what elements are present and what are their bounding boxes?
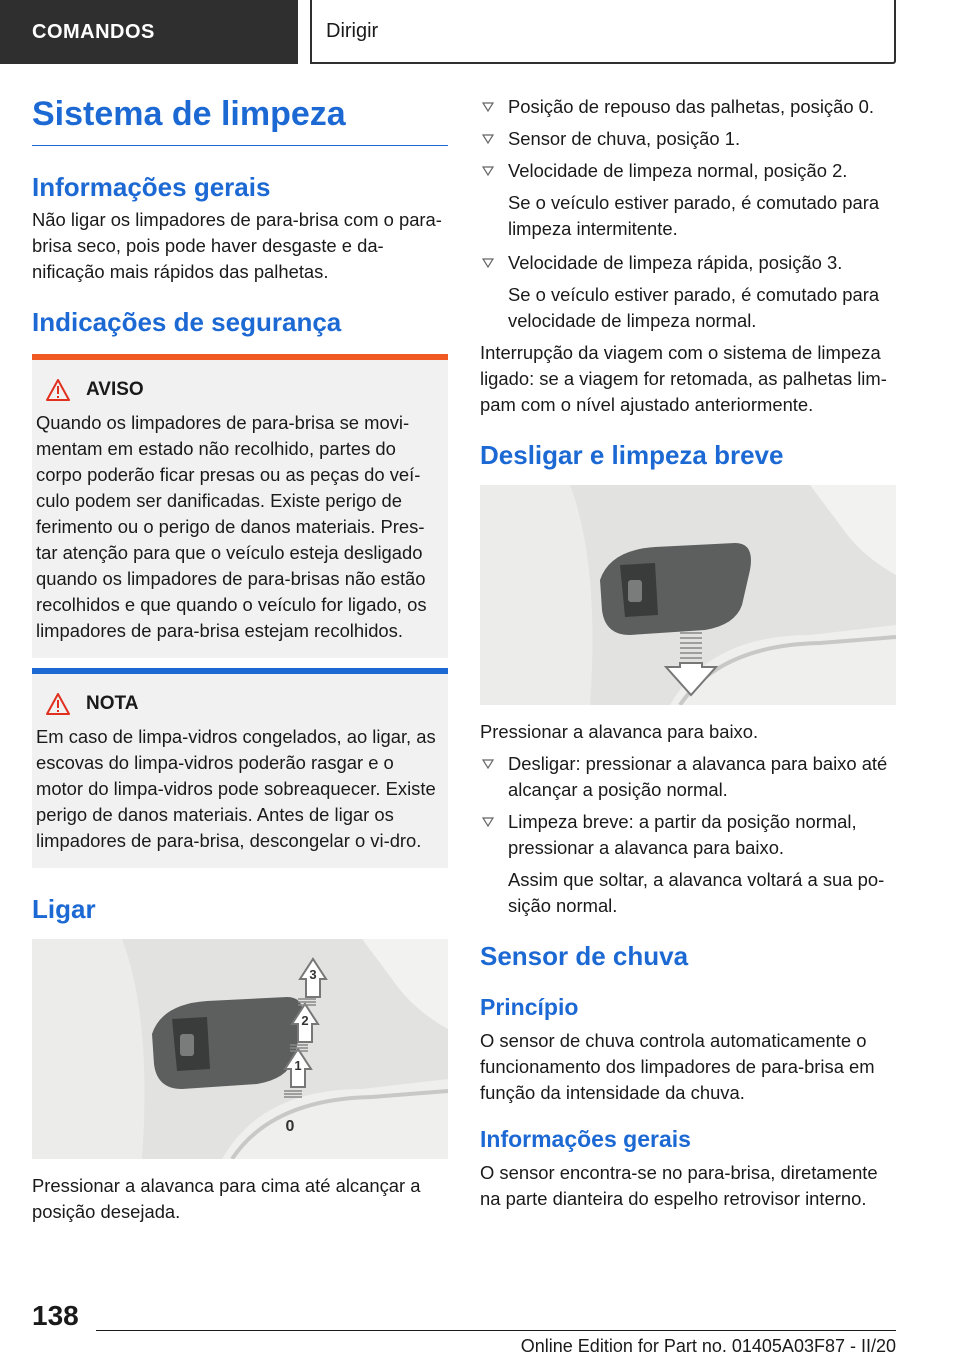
lever-up-figure bbox=[32, 939, 448, 1159]
principio-text: O sensor de chuva controla automaticamente o funcionamento dos limpadores de para-brisa em função da intensidade da chuva. bbox=[480, 1029, 875, 1103]
warning-triangle-icon bbox=[46, 379, 70, 401]
lever-up-illustration bbox=[32, 939, 448, 1159]
info-heading: Informações gerais bbox=[32, 171, 271, 202]
note-title: NOTA bbox=[86, 693, 139, 715]
triangle-bullet-icon bbox=[482, 166, 494, 176]
list-item: Desligar: pressionar a alavanca para baixo até alcançar a posição normal. bbox=[480, 751, 896, 803]
lever-down-illustration bbox=[480, 485, 896, 705]
list-item: Velocidade de limpeza normal, posição 2. bbox=[480, 158, 896, 184]
footer-divider bbox=[96, 1330, 896, 1331]
list-item: Posição de repouso das palhetas, posição 0. bbox=[480, 94, 896, 120]
ligar-text: Pressionar a alavanca para cima até alcançar a posição desejada. bbox=[32, 1175, 421, 1223]
info2-text: O sensor encontra-se no para-brisa, diretamente na parte dianteira do espelho retrovisor interno. bbox=[480, 1161, 878, 1209]
triangle-bullet-icon bbox=[482, 102, 494, 112]
fig-label-2: 2 bbox=[301, 1013, 309, 1029]
list-item: Sensor de chuva, posição 1. bbox=[480, 126, 896, 152]
warning-box bbox=[32, 354, 448, 658]
interrupt-text: Interrupção da viagem com o sistema de limpeza ligado: se a viagem for retomada, as palhetas lim-pam com o nível ajustado anteriormente. bbox=[480, 342, 887, 415]
safety-heading: Indicações de segurança bbox=[32, 306, 342, 337]
right-column bbox=[480, 94, 896, 1212]
page-number: 138 bbox=[32, 1300, 79, 1331]
page-title: Sistema de limpeza bbox=[32, 94, 448, 146]
chapter-tab: Dirigir bbox=[310, 0, 896, 64]
ligar-heading: Ligar bbox=[32, 894, 96, 925]
fig-label-3: 3 bbox=[309, 967, 317, 983]
warning-title-row bbox=[46, 376, 444, 404]
principio-heading: Princípio bbox=[480, 994, 579, 1021]
triangle-bullet-icon bbox=[482, 134, 494, 144]
left-column bbox=[32, 94, 448, 1225]
fig-label-1: 1 bbox=[294, 1058, 302, 1074]
desligar-list bbox=[480, 751, 896, 861]
list-item: Limpeza breve: a partir da posição normal, pressionar a alavanca para baixo. bbox=[480, 809, 896, 861]
list-item: Velocidade de limpeza rápida, posição 3. bbox=[480, 250, 896, 276]
triangle-bullet-icon bbox=[482, 817, 494, 827]
desligar-note: Assim que soltar, a alavanca voltará a sua po-sição normal. bbox=[508, 869, 885, 917]
desligar-text: Pressionar a alavanca para baixo. bbox=[480, 721, 759, 743]
info-text: Não ligar os limpadores de para-brisa com o para-brisa seco, pois pode haver desgaste e da-nificação mais rápidos das palhetas. bbox=[32, 208, 442, 282]
triangle-bullet-icon bbox=[482, 759, 494, 769]
desligar-heading: Desligar e limpeza breve bbox=[480, 440, 784, 470]
section-tab: COMANDOS bbox=[0, 0, 298, 64]
position-3-note: Se o veículo estiver parado, é comutado para velocidade de limpeza normal. bbox=[508, 284, 880, 331]
note-title-row bbox=[46, 690, 444, 718]
triangle-bullet-icon bbox=[482, 258, 494, 268]
info2-heading: Informações gerais bbox=[480, 1125, 691, 1152]
warning-triangle-icon bbox=[46, 693, 70, 715]
fig-label-0: 0 bbox=[285, 1118, 295, 1136]
sensor-heading: Sensor de chuva bbox=[480, 941, 689, 972]
position-list-cont bbox=[480, 250, 896, 276]
position-2-note: Se o veículo estiver parado, é comutado para limpeza intermitente. bbox=[508, 192, 880, 239]
footer-edition: Online Edition for Part no. 01405A03F87 - II/20 bbox=[520, 1336, 896, 1356]
warning-text: Quando os limpadores de para-brisa se movi-mentam em estado não recolhido, partes do corpo poderão ficar presas ou as peças do veí-culo podem ser danificadas. Existe perigo de ferimento ou o perigo de danos materiais. Pres-tar atenção para que o veículo esteja desligado quando os limpadores de para-brisas não estão recolhidos e que quando o veículo for ligado, os limpadores de para-brisa estejam recolhidos. bbox=[36, 412, 427, 642]
note-text: Em caso de limpa-vidros congelados, ao ligar, as escovas do limpa-vidros poderão rasgar e o motor do limpa-vidros pode sobreaquecer. Existe perigo de danos materiais. Antes de ligar os limpadores de para-brisa, descongelar o vi-dro. bbox=[36, 726, 436, 852]
lever-down-figure bbox=[480, 485, 896, 705]
note-box bbox=[32, 668, 448, 868]
warning-title: AVISO bbox=[86, 379, 144, 401]
position-list bbox=[480, 94, 896, 184]
